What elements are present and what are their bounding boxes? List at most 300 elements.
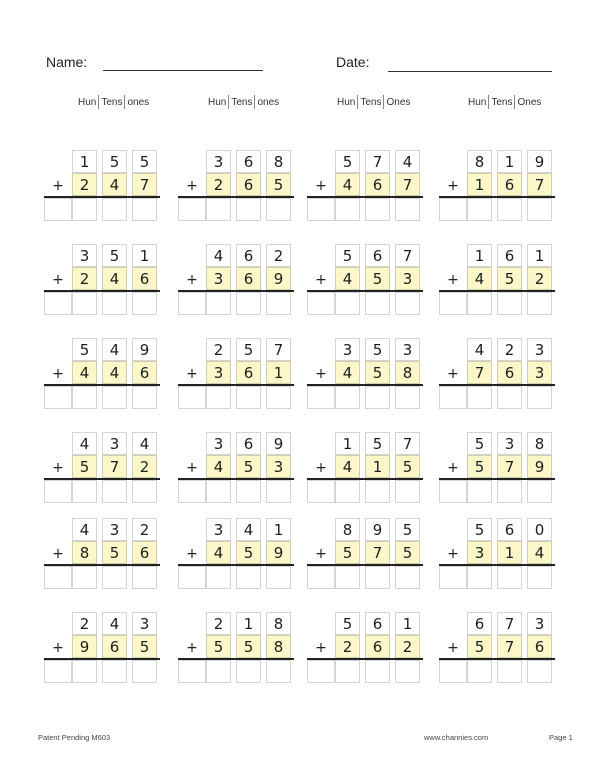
bottom-digit-cell: 5 bbox=[395, 541, 420, 564]
answer-cell[interactable] bbox=[132, 386, 157, 409]
bottom-digit-cell: 6 bbox=[236, 173, 261, 196]
answer-cell[interactable] bbox=[206, 386, 231, 409]
top-digit-cell: 7 bbox=[266, 338, 291, 361]
top-digit-cell: 6 bbox=[497, 518, 522, 541]
plus-sign: + bbox=[52, 639, 64, 656]
date-label: Date: bbox=[336, 54, 370, 70]
answer-cell[interactable] bbox=[365, 386, 390, 409]
answer-cell[interactable] bbox=[178, 566, 206, 589]
bottom-digit-cell: 1 bbox=[266, 361, 291, 384]
answer-cell[interactable] bbox=[44, 566, 72, 589]
top-digit-cell: 4 bbox=[102, 338, 127, 361]
bottom-digit-cell: 3 bbox=[266, 455, 291, 478]
answer-cell[interactable] bbox=[307, 660, 335, 683]
answer-cell[interactable] bbox=[527, 386, 552, 409]
answer-cell[interactable] bbox=[236, 566, 261, 589]
top-digit-cell: 4 bbox=[102, 612, 127, 635]
answer-cell[interactable] bbox=[178, 480, 206, 503]
answer-cell[interactable] bbox=[467, 566, 492, 589]
addition-problem bbox=[305, 612, 423, 684]
bottom-digit-cell: 6 bbox=[365, 635, 390, 658]
plus-sign: + bbox=[447, 365, 459, 382]
answer-cell[interactable] bbox=[72, 292, 97, 315]
top-digit-cell: 5 bbox=[335, 150, 360, 173]
bottom-digit-cell: 5 bbox=[236, 455, 261, 478]
answer-cell[interactable] bbox=[102, 386, 127, 409]
top-digit-cell: 6 bbox=[365, 612, 390, 635]
top-digit-cell: 3 bbox=[527, 338, 552, 361]
bottom-digit-cell: 5 bbox=[395, 455, 420, 478]
top-digit-cell: 5 bbox=[132, 150, 157, 173]
answer-cell[interactable] bbox=[72, 566, 97, 589]
top-digit-cell: 3 bbox=[102, 432, 127, 455]
top-digit-cell: 9 bbox=[132, 338, 157, 361]
bottom-digit-cell: 6 bbox=[132, 541, 157, 564]
bottom-digit-cell: 4 bbox=[102, 361, 127, 384]
top-digit-cell: 1 bbox=[132, 244, 157, 267]
bottom-digit-cell: 8 bbox=[72, 541, 97, 564]
place-value-header bbox=[78, 95, 149, 109]
plus-sign: + bbox=[315, 545, 327, 562]
bottom-digit-cell: 5 bbox=[365, 361, 390, 384]
answer-cell[interactable] bbox=[365, 566, 390, 589]
top-digit-cell: 3 bbox=[206, 432, 231, 455]
place-value-header bbox=[468, 95, 541, 109]
bottom-digit-cell: 6 bbox=[132, 361, 157, 384]
bottom-digit-cell: 7 bbox=[497, 455, 522, 478]
top-digit-cell: 2 bbox=[497, 338, 522, 361]
header-divider bbox=[383, 95, 384, 109]
bottom-digit-cell: 3 bbox=[206, 361, 231, 384]
top-digit-cell: 4 bbox=[236, 518, 261, 541]
top-digit-cell: 3 bbox=[132, 612, 157, 635]
top-digit-cell: 8 bbox=[266, 612, 291, 635]
answer-cell[interactable] bbox=[44, 480, 72, 503]
header-label: Tens bbox=[491, 96, 513, 108]
plus-sign: + bbox=[186, 639, 198, 656]
addition-problem bbox=[176, 432, 294, 504]
bottom-digit-cell: 1 bbox=[497, 541, 522, 564]
answer-cell[interactable] bbox=[467, 292, 492, 315]
addition-problem bbox=[42, 432, 160, 504]
top-digit-cell: 3 bbox=[335, 338, 360, 361]
top-digit-cell: 5 bbox=[102, 244, 127, 267]
top-digit-cell: 3 bbox=[527, 612, 552, 635]
top-digit-cell: 0 bbox=[527, 518, 552, 541]
answer-cell[interactable] bbox=[497, 386, 522, 409]
answer-cell[interactable] bbox=[236, 660, 261, 683]
top-digit-cell: 5 bbox=[236, 338, 261, 361]
answer-cell[interactable] bbox=[178, 660, 206, 683]
answer-cell[interactable] bbox=[44, 386, 72, 409]
header-label: Hun bbox=[337, 96, 356, 108]
top-digit-cell: 4 bbox=[72, 432, 97, 455]
answer-cell[interactable] bbox=[102, 480, 127, 503]
bottom-digit-cell: 4 bbox=[102, 267, 127, 290]
top-digit-cell: 9 bbox=[365, 518, 390, 541]
answer-cell[interactable] bbox=[439, 660, 467, 683]
top-digit-cell: 3 bbox=[206, 150, 231, 173]
bottom-digit-cell: 7 bbox=[527, 173, 552, 196]
bottom-digit-cell: 3 bbox=[395, 267, 420, 290]
answer-cell[interactable] bbox=[266, 292, 291, 315]
bottom-digit-cell: 4 bbox=[335, 267, 360, 290]
header-label: ones bbox=[127, 96, 150, 108]
bottom-digit-cell: 7 bbox=[102, 455, 127, 478]
top-digit-cell: 8 bbox=[266, 150, 291, 173]
addition-problem bbox=[437, 150, 555, 222]
answer-cell[interactable] bbox=[236, 480, 261, 503]
bottom-digit-cell: 3 bbox=[467, 541, 492, 564]
plus-sign: + bbox=[315, 459, 327, 476]
footer-patent: Patent Pending M603 bbox=[38, 733, 111, 742]
plus-sign: + bbox=[315, 271, 327, 288]
header-label: Hun bbox=[78, 96, 97, 108]
answer-cell[interactable] bbox=[236, 386, 261, 409]
answer-cell[interactable] bbox=[467, 198, 492, 221]
top-digit-cell: 2 bbox=[206, 612, 231, 635]
answer-cell[interactable] bbox=[206, 292, 231, 315]
addition-problem bbox=[176, 150, 294, 222]
top-digit-cell: 1 bbox=[497, 150, 522, 173]
top-digit-cell: 5 bbox=[395, 518, 420, 541]
answer-cell[interactable] bbox=[439, 386, 467, 409]
bottom-digit-cell: 3 bbox=[206, 267, 231, 290]
answer-cell[interactable] bbox=[439, 198, 467, 221]
bottom-digit-cell: 7 bbox=[365, 541, 390, 564]
answer-cell[interactable] bbox=[132, 660, 157, 683]
top-digit-cell: 6 bbox=[236, 150, 261, 173]
header-divider bbox=[228, 95, 229, 109]
answer-cell[interactable] bbox=[395, 480, 420, 503]
top-digit-cell: 4 bbox=[72, 518, 97, 541]
header-label: Tens bbox=[231, 96, 253, 108]
answer-cell[interactable] bbox=[439, 480, 467, 503]
plus-sign: + bbox=[315, 177, 327, 194]
addition-problem bbox=[42, 150, 160, 222]
bottom-digit-cell: 6 bbox=[236, 361, 261, 384]
bottom-digit-cell: 6 bbox=[102, 635, 127, 658]
addition-problem bbox=[42, 244, 160, 316]
bottom-digit-cell: 9 bbox=[266, 267, 291, 290]
header-label: Hun bbox=[468, 96, 487, 108]
answer-cell[interactable] bbox=[335, 566, 360, 589]
header-divider bbox=[254, 95, 255, 109]
addition-problem bbox=[305, 518, 423, 590]
bottom-digit-cell: 9 bbox=[72, 635, 97, 658]
bottom-digit-cell: 4 bbox=[335, 173, 360, 196]
plus-sign: + bbox=[447, 177, 459, 194]
answer-cell[interactable] bbox=[307, 480, 335, 503]
answer-cell[interactable] bbox=[266, 660, 291, 683]
top-digit-cell: 7 bbox=[497, 612, 522, 635]
answer-cell[interactable] bbox=[497, 292, 522, 315]
answer-cell[interactable] bbox=[395, 198, 420, 221]
top-digit-cell: 3 bbox=[206, 518, 231, 541]
addition-problem bbox=[176, 338, 294, 410]
plus-sign: + bbox=[186, 271, 198, 288]
header-label: Hun bbox=[208, 96, 227, 108]
answer-cell[interactable] bbox=[439, 566, 467, 589]
header-label: ones bbox=[257, 96, 280, 108]
bottom-digit-cell: 5 bbox=[236, 635, 261, 658]
bottom-digit-cell: 6 bbox=[497, 361, 522, 384]
answer-cell[interactable] bbox=[467, 386, 492, 409]
answer-cell[interactable] bbox=[132, 292, 157, 315]
header-divider bbox=[488, 95, 489, 109]
bottom-digit-cell: 5 bbox=[365, 267, 390, 290]
top-digit-cell: 2 bbox=[206, 338, 231, 361]
top-digit-cell: 6 bbox=[467, 612, 492, 635]
header-label: Tens bbox=[101, 96, 123, 108]
answer-cell[interactable] bbox=[395, 566, 420, 589]
answer-cell[interactable] bbox=[527, 292, 552, 315]
bottom-digit-cell: 2 bbox=[72, 173, 97, 196]
plus-sign: + bbox=[186, 365, 198, 382]
answer-cell[interactable] bbox=[236, 292, 261, 315]
top-digit-cell: 4 bbox=[395, 150, 420, 173]
plus-sign: + bbox=[447, 639, 459, 656]
bottom-digit-cell: 3 bbox=[527, 361, 552, 384]
top-digit-cell: 1 bbox=[395, 612, 420, 635]
bottom-digit-cell: 5 bbox=[497, 267, 522, 290]
answer-cell[interactable] bbox=[497, 198, 522, 221]
top-digit-cell: 3 bbox=[102, 518, 127, 541]
date-field[interactable] bbox=[388, 71, 552, 72]
bottom-digit-cell: 4 bbox=[206, 541, 231, 564]
bottom-digit-cell: 4 bbox=[335, 361, 360, 384]
answer-cell[interactable] bbox=[132, 566, 157, 589]
top-digit-cell: 5 bbox=[335, 244, 360, 267]
answer-cell[interactable] bbox=[266, 480, 291, 503]
header-divider bbox=[124, 95, 125, 109]
answer-cell[interactable] bbox=[178, 292, 206, 315]
answer-cell[interactable] bbox=[307, 386, 335, 409]
place-value-header bbox=[337, 95, 410, 109]
bottom-digit-cell: 2 bbox=[527, 267, 552, 290]
answer-cell[interactable] bbox=[236, 198, 261, 221]
bottom-digit-cell: 9 bbox=[527, 455, 552, 478]
top-digit-cell: 2 bbox=[266, 244, 291, 267]
answer-cell[interactable] bbox=[497, 660, 522, 683]
addition-problem bbox=[176, 612, 294, 684]
addition-problem bbox=[42, 338, 160, 410]
bottom-digit-cell: 9 bbox=[266, 541, 291, 564]
plus-sign: + bbox=[447, 459, 459, 476]
top-digit-cell: 1 bbox=[266, 518, 291, 541]
addition-problem bbox=[437, 518, 555, 590]
header-divider bbox=[357, 95, 358, 109]
addition-problem bbox=[437, 612, 555, 684]
answer-cell[interactable] bbox=[527, 480, 552, 503]
top-digit-cell: 5 bbox=[102, 150, 127, 173]
bottom-digit-cell: 5 bbox=[72, 455, 97, 478]
answer-cell[interactable] bbox=[527, 660, 552, 683]
top-digit-cell: 7 bbox=[395, 244, 420, 267]
plus-sign: + bbox=[52, 177, 64, 194]
plus-sign: + bbox=[52, 459, 64, 476]
addition-problem bbox=[176, 518, 294, 590]
header-divider bbox=[514, 95, 515, 109]
bottom-digit-cell: 2 bbox=[72, 267, 97, 290]
header-label: Ones bbox=[386, 96, 411, 108]
bottom-digit-cell: 5 bbox=[266, 173, 291, 196]
top-digit-cell: 5 bbox=[365, 432, 390, 455]
top-digit-cell: 8 bbox=[335, 518, 360, 541]
top-digit-cell: 5 bbox=[467, 518, 492, 541]
answer-cell[interactable] bbox=[178, 198, 206, 221]
answer-cell[interactable] bbox=[365, 480, 390, 503]
top-digit-cell: 7 bbox=[395, 432, 420, 455]
answer-cell[interactable] bbox=[365, 292, 390, 315]
top-digit-cell: 7 bbox=[365, 150, 390, 173]
answer-cell[interactable] bbox=[206, 660, 231, 683]
bottom-digit-cell: 7 bbox=[497, 635, 522, 658]
bottom-digit-cell: 2 bbox=[335, 635, 360, 658]
top-digit-cell: 4 bbox=[467, 338, 492, 361]
answer-cell[interactable] bbox=[44, 660, 72, 683]
top-digit-cell: 6 bbox=[236, 244, 261, 267]
answer-cell[interactable] bbox=[44, 292, 72, 315]
answer-cell[interactable] bbox=[102, 660, 127, 683]
bottom-digit-cell: 2 bbox=[395, 635, 420, 658]
answer-cell[interactable] bbox=[102, 566, 127, 589]
answer-cell[interactable] bbox=[132, 480, 157, 503]
answer-cell[interactable] bbox=[365, 660, 390, 683]
top-digit-cell: 9 bbox=[266, 432, 291, 455]
answer-cell[interactable] bbox=[102, 198, 127, 221]
header-label: Tens bbox=[360, 96, 382, 108]
bottom-digit-cell: 5 bbox=[467, 635, 492, 658]
bottom-digit-cell: 5 bbox=[467, 455, 492, 478]
answer-cell[interactable] bbox=[395, 660, 420, 683]
answer-cell[interactable] bbox=[335, 660, 360, 683]
bottom-digit-cell: 4 bbox=[206, 455, 231, 478]
bottom-digit-cell: 4 bbox=[467, 267, 492, 290]
answer-cell[interactable] bbox=[439, 292, 467, 315]
answer-cell[interactable] bbox=[497, 566, 522, 589]
answer-cell[interactable] bbox=[178, 386, 206, 409]
top-digit-cell: 3 bbox=[72, 244, 97, 267]
bottom-digit-cell: 7 bbox=[467, 361, 492, 384]
answer-cell[interactable] bbox=[72, 198, 97, 221]
bottom-digit-cell: 5 bbox=[236, 541, 261, 564]
top-digit-cell: 2 bbox=[72, 612, 97, 635]
answer-cell[interactable] bbox=[266, 198, 291, 221]
answer-cell[interactable] bbox=[206, 480, 231, 503]
addition-problem bbox=[42, 612, 160, 684]
answer-cell[interactable] bbox=[335, 292, 360, 315]
answer-cell[interactable] bbox=[72, 386, 97, 409]
bottom-digit-cell: 6 bbox=[132, 267, 157, 290]
answer-cell[interactable] bbox=[72, 480, 97, 503]
addition-problem bbox=[305, 244, 423, 316]
answer-cell[interactable] bbox=[132, 198, 157, 221]
bottom-digit-cell: 7 bbox=[132, 173, 157, 196]
answer-cell[interactable] bbox=[335, 386, 360, 409]
addition-problem bbox=[176, 244, 294, 316]
answer-cell[interactable] bbox=[395, 292, 420, 315]
answer-cell[interactable] bbox=[266, 386, 291, 409]
answer-cell[interactable] bbox=[467, 660, 492, 683]
plus-sign: + bbox=[447, 271, 459, 288]
top-digit-cell: 5 bbox=[72, 338, 97, 361]
addition-problem bbox=[42, 518, 160, 590]
answer-cell[interactable] bbox=[527, 566, 552, 589]
top-digit-cell: 1 bbox=[236, 612, 261, 635]
top-digit-cell: 5 bbox=[467, 432, 492, 455]
answer-cell[interactable] bbox=[365, 198, 390, 221]
answer-cell[interactable] bbox=[206, 566, 231, 589]
bottom-digit-cell: 8 bbox=[395, 361, 420, 384]
top-digit-cell: 1 bbox=[527, 244, 552, 267]
plus-sign: + bbox=[52, 365, 64, 382]
answer-cell[interactable] bbox=[335, 198, 360, 221]
answer-cell[interactable] bbox=[307, 566, 335, 589]
answer-cell[interactable] bbox=[266, 566, 291, 589]
addition-problem bbox=[437, 432, 555, 504]
top-digit-cell: 5 bbox=[365, 338, 390, 361]
plus-sign: + bbox=[186, 459, 198, 476]
addition-problem bbox=[305, 338, 423, 410]
answer-cell[interactable] bbox=[335, 480, 360, 503]
answer-cell[interactable] bbox=[102, 292, 127, 315]
answer-cell[interactable] bbox=[307, 198, 335, 221]
plus-sign: + bbox=[315, 365, 327, 382]
bottom-digit-cell: 8 bbox=[266, 635, 291, 658]
place-value-header bbox=[208, 95, 279, 109]
answer-cell[interactable] bbox=[206, 198, 231, 221]
bottom-digit-cell: 6 bbox=[497, 173, 522, 196]
answer-cell[interactable] bbox=[497, 480, 522, 503]
answer-cell[interactable] bbox=[307, 292, 335, 315]
top-digit-cell: 2 bbox=[132, 518, 157, 541]
top-digit-cell: 3 bbox=[395, 338, 420, 361]
addition-problem bbox=[305, 432, 423, 504]
top-digit-cell: 6 bbox=[497, 244, 522, 267]
name-field[interactable] bbox=[103, 70, 263, 71]
top-digit-cell: 6 bbox=[365, 244, 390, 267]
answer-cell[interactable] bbox=[527, 198, 552, 221]
header-label: Ones bbox=[517, 96, 542, 108]
name-label: Name: bbox=[46, 54, 88, 70]
plus-sign: + bbox=[315, 639, 327, 656]
plus-sign: + bbox=[186, 177, 198, 194]
top-digit-cell: 8 bbox=[467, 150, 492, 173]
bottom-digit-cell: 6 bbox=[365, 173, 390, 196]
plus-sign: + bbox=[52, 545, 64, 562]
bottom-digit-cell: 2 bbox=[132, 455, 157, 478]
plus-sign: + bbox=[447, 545, 459, 562]
top-digit-cell: 3 bbox=[497, 432, 522, 455]
top-digit-cell: 1 bbox=[467, 244, 492, 267]
top-digit-cell: 4 bbox=[206, 244, 231, 267]
answer-cell[interactable] bbox=[395, 386, 420, 409]
header-divider bbox=[98, 95, 99, 109]
answer-cell[interactable] bbox=[72, 660, 97, 683]
answer-cell[interactable] bbox=[467, 480, 492, 503]
footer-website: www.channies.com bbox=[424, 733, 489, 742]
top-digit-cell: 6 bbox=[236, 432, 261, 455]
top-digit-cell: 5 bbox=[335, 612, 360, 635]
bottom-digit-cell: 6 bbox=[527, 635, 552, 658]
top-digit-cell: 1 bbox=[335, 432, 360, 455]
bottom-digit-cell: 5 bbox=[102, 541, 127, 564]
bottom-digit-cell: 7 bbox=[395, 173, 420, 196]
bottom-digit-cell: 1 bbox=[467, 173, 492, 196]
answer-cell[interactable] bbox=[44, 198, 72, 221]
bottom-digit-cell: 4 bbox=[527, 541, 552, 564]
